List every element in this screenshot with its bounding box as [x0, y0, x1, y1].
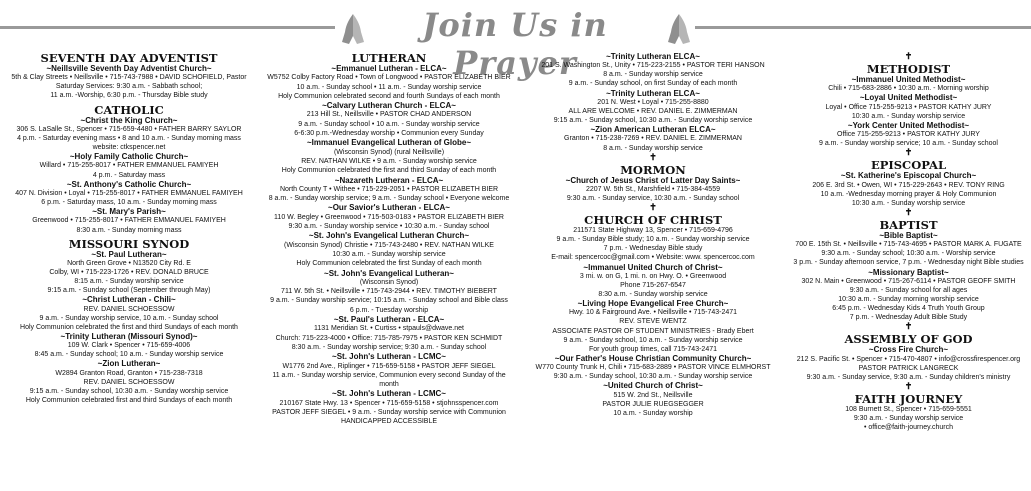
listing-line: website: ctkspencer.net [92, 144, 166, 152]
cross-icon: ✝ [904, 206, 913, 217]
church-name: ~Trinity Lutheran ELCA~ [606, 88, 700, 98]
denomination-heading: MORMON [620, 162, 686, 177]
listing-line: ALL ARE WELCOME • REV. DANIEL E. ZIMMERMAN [568, 107, 738, 115]
cross-icon: ✝ [904, 321, 913, 332]
listing-line: 206 E. 3rd St. • Owen, WI • 715-229-2643 • REV. TONY RING [812, 181, 1005, 189]
listing-line: 201 N. West • Loyal • 715-255-8880 [597, 98, 709, 106]
listing-line: 4 p.m. - Saturday mass [92, 171, 166, 179]
listing-line: 9:30 a.m. - Sunday school; 10:30 a.m. - Worship service [821, 250, 996, 258]
church-name: ~St. Katherine's Episcopal Church~ [840, 171, 977, 181]
listing-line: 2207 W. 5th St., Marshfield • 715-384-4559 [586, 185, 720, 193]
listing-line: 9:15 a.m. - Sunday school, 10:30 a.m. - Sunday worship service [29, 387, 229, 395]
listing-line: 9 a.m. - Sunday Bible study; 10 a.m. - Sunday worship service [556, 236, 750, 244]
denomination-heading: METHODIST [866, 62, 951, 76]
church-name: ~Trinity Lutheran ELCA~ [606, 52, 700, 61]
listing-column [258, 52, 520, 488]
listing-line: 108 Burnett St., Spencer • 715-659-5551 [845, 405, 972, 413]
listing-line: 9:30 a.m. - Sunday worship service • 10:30 a.m. - Sunday school [288, 223, 490, 231]
cross-icon: ✝ [904, 52, 913, 61]
listing-line: Office 715-255-9213 • PASTOR KATHY JURY [837, 131, 980, 139]
listing-line: Willard • 715-255-8017 • FATHER EMMANUEL FAMIYEH [39, 162, 219, 170]
listing-line: (Wisconsin Synod) (rural Neillsville) [333, 148, 445, 156]
church-name: ~Church of Jesus Christ of Latter Day Saints~ [565, 175, 741, 185]
cross-icon: ✝ [649, 151, 657, 162]
listing-line: 9 a.m. - Sunday worship service; 10 a.m. - Sunday school [819, 140, 998, 148]
listing-line: 212 S. Pacific St. • Spencer • 715-470-4807 • info@crossfirespencer.org [796, 355, 1021, 363]
listing-line: 8:15 a.m. - Sunday worship service [74, 278, 184, 286]
listing-line: 213 Hill St., Neillsville • PASTOR CHAD ANDERSON [306, 111, 472, 119]
listing-line: PASTOR JULIE RUEGSEGGER [602, 400, 704, 408]
church-name: ~Christ Lutheran - Chili~ [82, 295, 176, 305]
listing-line: 10:30 a.m. - Sunday morning worship service [838, 296, 979, 303]
listing-line: 306 S. LaSalle St., Spencer • 715-659-4480 • FATHER BARRY SAYLOR [16, 125, 242, 133]
church-name: ~Our Father's House Christian Community Church~ [554, 353, 752, 363]
church-name: ~St. John's Evangelical Lutheran Church~ [308, 231, 470, 241]
church-name: ~St. Mary's Parish~ [92, 207, 166, 217]
listing-line: 10 a.m. - Sunday school • 11 a.m. - Sunday worship service [296, 83, 482, 91]
left-rule [0, 26, 335, 29]
listing-line: Saturday Services: 9:30 a.m. - Sabbath school; [55, 83, 203, 91]
listing-line: 3 p.m. - Sunday afternoon service, 7 p.m. - Wednesday night Bible studies [793, 259, 1024, 267]
listing-line: (Wisconsin Synod) [359, 278, 419, 286]
listing-line: REV. DANIEL SCHOESSOW [83, 305, 175, 313]
church-name: ~Christ the King Church~ [80, 115, 178, 125]
listing-line: North County T • Withee • 715-229-2051 • PASTOR ELIZABETH BIER [279, 185, 499, 193]
listing-line: 515 W. 2nd St., Neillsville [613, 391, 693, 399]
right-rule [695, 26, 1031, 29]
listing-line: Chili • 715-683-2886 • 10:30 a.m. - Morning worship [828, 85, 989, 93]
church-name: ~Bible Baptist~ [879, 230, 938, 240]
listing-line: 109 W. Clark • Spencer • 715-659-4006 [67, 342, 191, 350]
church-name: ~Immanuel United Church of Christ~ [583, 262, 723, 272]
church-name: ~Holy Family Catholic Church~ [69, 152, 189, 162]
listing-line: 9 a.m. - Sunday worship service; 10:15 a.m. - Sunday school and Bible class [270, 297, 508, 305]
listing-line: 9:15 a.m. - Sunday school (September through May) [47, 287, 211, 295]
listing-line: 9:15 a.m. - Sunday school, 10:30 a.m. - Sunday worship service [553, 117, 753, 125]
listing-line: 10:30 a.m. - Sunday worship service [851, 199, 966, 207]
listing-line: Holy Communion celebrated the first and third Sunday of each month [281, 167, 497, 175]
denomination-heading: LUTHERAN [351, 52, 427, 65]
listing-line: North Green Grove • N13520 City Rd. E [67, 259, 191, 267]
listing-line: (Wisconsin Synod) Christie • 715-743-2480 • REV. NATHAN WILKE [284, 241, 494, 249]
cross-icon: ✝ [904, 380, 913, 391]
church-name: ~Neillsville Seventh Day Adventist Church~ [46, 64, 212, 73]
listing-line: 8:30 a.m. - Sunday morning mass [76, 226, 182, 234]
listing-line: REV. STEVE WENTZ [619, 318, 687, 326]
listing-line: 11 a.m. - Sunday worship service, Communion every second Sunday of the [272, 371, 506, 379]
listing-line: PASTOR PATRICK LANGRECK [858, 364, 959, 372]
listing-line: 8 a.m. - Sunday worship service [603, 144, 703, 152]
listing-line: month [379, 381, 399, 389]
church-name: ~Zion American Lutheran ELCA~ [590, 125, 716, 135]
listing-line: 7 p.m. - Wednesday Bible study [603, 245, 703, 253]
listing-line: Holy Communion celebrated first and third Sundays of each month [25, 396, 233, 404]
listing-line: 10:30 a.m. - Sunday worship service [332, 250, 446, 258]
listing-line: 8:30 a.m. - Sunday worship service [598, 290, 708, 298]
listing-line: Colby, WI • 715-223-1726 • REV. DONALD BRUCE [49, 269, 209, 276]
listing-line: 4 p.m. - Saturday evening mass • 8 and 10 a.m. - Sunday morning mass [17, 134, 241, 142]
listing-line: 210167 State Hwy. 13 • Spencer • 715-659-5158 • stjohnsspencer.com [279, 399, 499, 407]
church-name: ~Nazareth Lutheran - ELCA~ [334, 175, 444, 185]
listing-line: 11 a.m. -Worship, 6:30 p.m. - Thursday Bible study [50, 92, 208, 100]
church-name: ~Trinity Lutheran (Missouri Synod)~ [60, 331, 198, 341]
church-name: ~Immanuel Evangelical Lutheran of Globe~ [306, 138, 472, 148]
listing-line: 9 a.m. - Sunday school, on first Sunday of each month [568, 80, 738, 88]
listing-line: W770 County Trunk H, Chili • 715-683-2889 • PASTOR VINCE ELMHORST [535, 364, 771, 372]
denomination-heading: FAITH JOURNEY [854, 391, 963, 406]
listing-line: HANDICAPPED ACCESSIBLE [340, 418, 438, 426]
church-name: ~Missionary Baptist~ [868, 267, 949, 277]
listing-line: W2894 Granton Road, Granton • 715-238-7318 [55, 369, 203, 377]
church-name: ~Emmanuel Lutheran - ELCA~ [331, 64, 447, 73]
listing-line: PASTOR JEFF SIEGEL • 9 a.m. - Sunday worship service with Communion [272, 408, 506, 416]
listing-line: 3 mi. w. on G, 1 mi. n. on Hwy. O. • Greenwood [579, 272, 727, 280]
listing-line: Holy Communion celebrated second and fourth Sundays of each month [278, 92, 500, 100]
church-name: ~St. John's Lutheran - LCMC~ [332, 352, 446, 362]
listing-line: 9 a.m. - Sunday worship service, 10 a.m. - Sunday school [39, 314, 219, 322]
listing-line: 8:30 a.m. - Sunday worship service; 9:30 a.m. - Sunday school [291, 343, 487, 351]
listing-line: 9:30 a.m. - Sunday worship service [853, 414, 964, 422]
listing-line: ASSOCIATE PASTOR OF STUDENT MINISTRIES - Brady Ebert [552, 327, 754, 335]
listing-line: 6-6:30 p.m.-Wednesday worship • Communion every Sunday [294, 130, 484, 138]
listing-line: Church: 715-223-4000 • Office: 715-785-7975 • PASTOR KEN SCHMIDT [275, 334, 503, 342]
listing-line: 9:30 a.m. - Sunday school for all ages [849, 286, 968, 294]
church-name: ~United Church of Christ~ [603, 381, 703, 391]
listing-line: Phone 715-267-6547 [620, 281, 686, 289]
listing-line: 407 N. Division • Loyal • 715-255-8017 • FATHER EMMANUEL FAMIYEH [15, 189, 243, 197]
listing-column [522, 52, 784, 488]
listing-line: 201 S. Washington St., Unity • 715-223-2155 • PASTOR TERI HANSON [541, 62, 765, 70]
church-name: ~St. John's Evangelical Lutheran~ [324, 268, 454, 278]
listing-line: E-mail: spencercoc@gmail.com • Website: www. spencercoc.com [551, 254, 755, 262]
listing-line: 110 W. Begley • Greenwood • 715-503-0183 • PASTOR ELIZABETH BIER [274, 213, 504, 221]
listing-line: 711 W. 5th St. • Neillsville • 715-743-2944 • REV. TIMOTHY BIEBERT [281, 288, 497, 296]
denomination-heading: CHURCH OF CHRIST [584, 213, 722, 228]
listing-line: Holy Communion celebrated the first Sunday of each month [296, 260, 482, 268]
denomination-heading: CATHOLIC [94, 102, 164, 117]
listing-line: W5752 Colby Factory Road • Town of Longwood • PASTOR ELIZABETH BIER [267, 74, 511, 82]
church-name: ~St. Paul Lutheran~ [91, 249, 167, 259]
church-name: ~Immanuel United Methodist~ [851, 75, 966, 84]
listing-line: 9:30 a.m. - Sunday service, 10:30 a.m. - Sunday school [566, 195, 740, 203]
listing-line: 9:30 a.m. - Sunday school, 10:30 a.m. - Sunday worship service [553, 373, 753, 381]
listing-line: 6:45 p.m. - Wednesday Kids 4 Truth Youth Group [832, 305, 985, 313]
listing-line: 9 a.m. - Sunday school, 10 a.m. - Sunday worship service [563, 336, 743, 344]
listing-line: REV. NATHAN WILKE • 9 a.m. - Sunday worship service [301, 157, 477, 165]
listing-line: 6 p.m. - Tuesday worship [349, 306, 429, 314]
listing-line: 211571 State Highway 13, Spencer • 715-659-4796 [573, 227, 733, 235]
listing-line: 700 E. 15th St. • Neillsville • 715-743-4695 • PASTOR MARK A. FUGATE [795, 241, 1022, 249]
listing-line: Holy Communion celebrated the first and third Sundays of each month [20, 323, 238, 331]
church-name: ~Zion Lutheran~ [97, 359, 161, 369]
listing-line: 8 a.m. - Sunday worship service; 9 a.m. - Sunday school • Everyone welcome [268, 195, 510, 203]
church-name: ~Calvary Lutheran Church - ELCA~ [322, 101, 456, 111]
listing-line: • office@faith-journey.church [863, 424, 954, 432]
denomination-heading: EPISCOPAL [870, 158, 947, 173]
church-name: ~York Center United Methodist~ [847, 120, 970, 130]
listing-column [2, 52, 256, 488]
listing-line: 9 a.m. - Sunday school • 10 a.m. - Sunday worship service [298, 120, 480, 128]
page-title: Join Us in Prayer [422, 6, 608, 82]
listing-line: REV. DANIEL SCHOESSOW [83, 378, 175, 386]
denomination-heading: SEVENTH DAY ADVENTIST [40, 52, 218, 65]
listing-line: 1131 Meridian St. • Curtiss • stpauls@dwave.net [313, 325, 464, 333]
church-name: ~Loyal United Methodist~ [859, 93, 958, 103]
listing-line: 8:45 a.m. - Sunday school; 10 a.m. - Sunday worship service [34, 351, 224, 359]
listing-line: 7 p.m. - Wednesday Adult Bible Study [849, 314, 968, 322]
listing-line: Hwy. 10 & Fairground Ave. • Neillsville • 715-743-2471 [568, 309, 738, 317]
listing-line: Granton • 715-238-7269 • REV. DANIEL E. ZIMMERMAN [564, 135, 742, 143]
listing-line: For youth group times, call 715-743-2471 [588, 345, 718, 353]
listing-line: W1776 2nd Ave., Riplinger • 715-659-5158 • PASTOR JEFF SIEGEL [282, 362, 496, 370]
cross-icon: ✝ [904, 147, 913, 158]
denomination-heading: ASSEMBLY OF GOD [844, 332, 973, 347]
praying-hands-icon [666, 12, 692, 46]
denomination-heading: MISSOURI SYNOD [68, 236, 190, 251]
listing-line: 10 a.m. - Sunday worship [613, 409, 693, 417]
denomination-heading: BAPTIST [879, 217, 938, 232]
church-name: ~St. Paul's Lutheran - ELCA~ [333, 315, 445, 325]
listing-line: 5th & Clay Streets • Neillsville • 715-743-7988 • DAVID SCHOFIELD, Pastor [11, 74, 247, 82]
listing-line: Loyal • Office 715-255-9213 • PASTOR KATHY JURY [825, 103, 992, 111]
church-name: ~St. Anthony's Catholic Church~ [66, 179, 192, 189]
church-name: ~Our Savior's Lutheran - ELCA~ [328, 203, 450, 213]
listing-line: Greenwood • 715-255-8017 • FATHER EMMANUEL FAMIYEH [32, 217, 226, 225]
listing-line: 302 N. Main • Greenwood • 715-267-6114 • PASTOR GEOFF SMITH [801, 277, 1016, 285]
cross-icon: ✝ [649, 202, 657, 213]
listing-line: 9:30 a.m. - Sunday service, 9:30 a.m. - Sunday children's ministry [806, 373, 1011, 381]
listing-column [788, 52, 1029, 488]
listing-line: 8 a.m. - Sunday worship service [603, 71, 703, 79]
listing-line: 6 p.m. - Saturday mass, 10 a.m. - Sunday morning mass [41, 199, 217, 207]
listing-line: 10 a.m. -Wednesday morning prayer & Holy Communion [820, 190, 997, 198]
listing-line: 10:30 a.m. - Sunday worship service [851, 112, 966, 120]
church-name: ~Cross Fire Church~ [868, 345, 949, 355]
church-name: ~St. John's Lutheran - LCMC~ [332, 389, 446, 399]
church-name: ~Living Hope Evangelical Free Church~ [577, 299, 729, 309]
